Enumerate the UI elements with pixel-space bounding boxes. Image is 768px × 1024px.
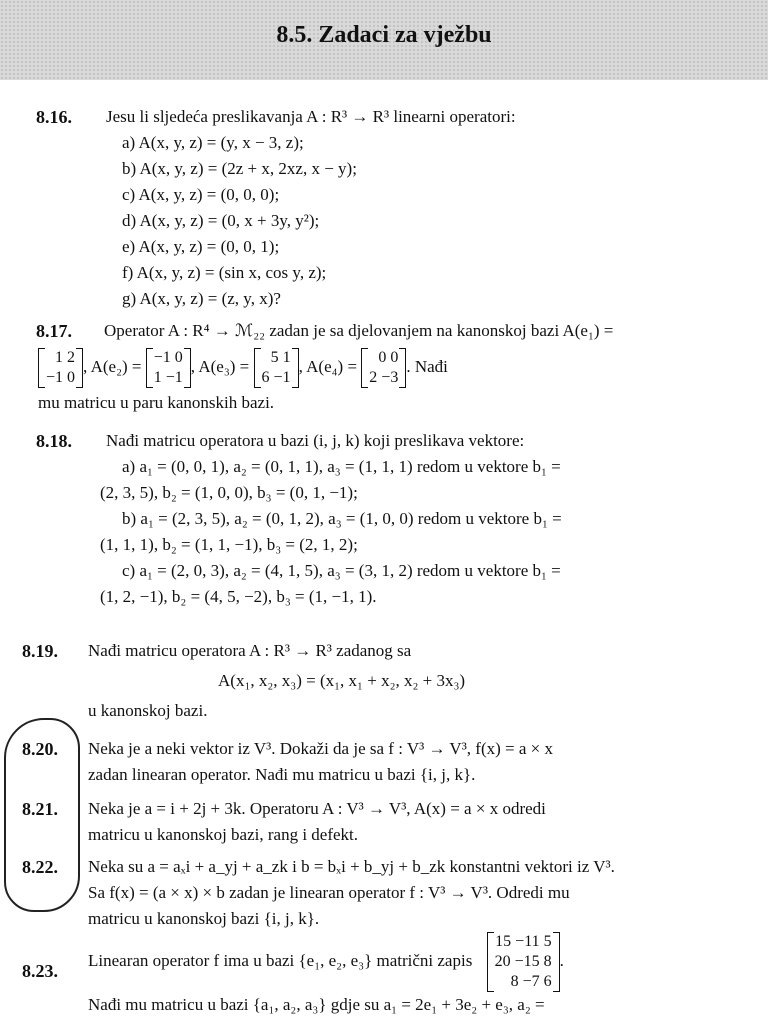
section-title: 8.5. Zadaci za vježbu (276, 22, 492, 48)
problem-text: matricu u kanonskoj bazi, rang i defekt. (88, 825, 359, 844)
section-header (0, 0, 768, 80)
matrix-row: −1 0 (46, 369, 76, 387)
matrix (146, 348, 191, 388)
matrix-row: −1 0 (153, 349, 183, 367)
problem-text: (1, 1, 1), b₂ = (1, 1, −1), b₃ = (2, 1, 2); (100, 535, 358, 554)
problem-intro: Jesu li sljedeća preslikavanja A : R³ → R³ linearni operatori: (106, 107, 516, 126)
matrix-line (38, 344, 613, 390)
text: , A(e₂) = (83, 357, 142, 376)
text: . Nađi (406, 357, 448, 376)
matrix (487, 932, 560, 992)
problem-text: Neka su a = aₓi + a_yj + a_zk i b = bₓi + b_yj + b_zk konstantni vektori iz V³. (88, 857, 615, 876)
list-item: f) A(x, y, z) = (sin x, cos y, z); (122, 263, 327, 282)
list-item: e) A(x, y, z) = (0, 0, 1); (122, 237, 280, 256)
problem-intro: Nađi matricu operatora A : R³ → R³ zadanog sa (88, 641, 412, 660)
matrix-row: 8 −7 6 (510, 973, 552, 990)
text: Linearan operator f ima u bazi {e₁, e₂, e₃} matrični zapis (88, 950, 473, 970)
list-item: d) A(x, y, z) = (0, x + 3y, y²); (122, 211, 320, 230)
text: . (559, 950, 564, 970)
problem-text: Sa f(x) = (a × x) × b zadan je linearan operator f : V³ → V³. Odredi mu (88, 883, 570, 902)
matrix-row: 1 2 (55, 349, 76, 367)
problem-number: 8.22. (22, 857, 58, 877)
matrix (38, 348, 83, 388)
problem-intro: Nađi matricu operatora u bazi (i, j, k) koji preslikava vektore: (106, 431, 525, 450)
problem-text (88, 932, 564, 992)
matrix-row: 2 −3 (369, 369, 399, 387)
matrix-row: 1 −1 (153, 369, 183, 387)
problem-body (88, 736, 553, 788)
problem-body (88, 796, 546, 848)
problem-text: matricu u kanonskoj bazi {i, j, k}. (88, 909, 320, 928)
problem-text: zadan linearan operator. Nađi mu matricu u bazi {i, j, k}. (88, 765, 476, 784)
list-item: b) A(x, y, z) = (2z + x, 2xz, x − y); (122, 159, 357, 178)
text: , A(e₄) = (298, 357, 358, 376)
matrix-row: 15 −11 5 (495, 933, 552, 950)
list-item: a) A(x, y, z) = (y, x − 3, z); (122, 133, 304, 152)
matrix (361, 348, 406, 388)
problem-text: Operator A : R⁴ → ℳ₂₂ zadan je sa djelovanjem na kanonskoj bazi A(e₁) = (104, 321, 614, 340)
problem-body (100, 428, 562, 610)
problem-text: (2, 3, 5), b₂ = (1, 0, 0), b₃ = (0, 1, −1); (100, 483, 358, 502)
problem-body (106, 104, 516, 312)
problem-text: Nađi mu matricu u bazi {a₁, a₂, a₃} gdje su a₁ = 2e₁ + 3e₂ + e₃, a₂ = (88, 995, 545, 1014)
problem-number: 8.17. (36, 321, 72, 341)
formula: A(x₁, x₂, x₃) = (x₁, x₁ + x₂, x₂ + 3x₃) (218, 671, 466, 690)
problem-text: c) a₁ = (2, 0, 3), a₂ = (4, 1, 5), a₃ = (3, 1, 2) redom u vektore b₁ = (122, 561, 561, 580)
matrix-row: 0 0 (378, 349, 399, 367)
problem-body (88, 854, 615, 932)
problem-number: 8.23. (22, 961, 58, 981)
matrix-row: 20 −15 8 (494, 953, 552, 970)
problem-text: mu matricu u paru kanonskih bazi. (38, 393, 275, 412)
problem-text: Neka je a neki vektor iz V³. Dokaži da je sa f : V³ → V³, f(x) = a × x (88, 739, 554, 758)
problem-text: (1, 2, −1), b₂ = (4, 5, −2), b₃ = (1, −1, 1). (100, 587, 377, 606)
problem-number: 8.19. (22, 641, 58, 661)
problem-text: Neka je a = i + 2j + 3k. Operatoru A : V³ → V³, A(x) = a × x odredi (88, 799, 546, 818)
problem-text: b) a₁ = (2, 3, 5), a₂ = (0, 1, 2), a₃ = (1, 0, 0) redom u vektore b₁ = (122, 509, 562, 528)
list-item: g) A(x, y, z) = (z, y, x)? (122, 289, 281, 308)
matrix-row: 5 1 (270, 349, 291, 367)
text: , A(e₃) = (190, 357, 250, 376)
problem-text: a) a₁ = (0, 0, 1), a₂ = (0, 1, 1), a₃ = (1, 1, 1) redom u vektore b₁ = (122, 457, 561, 476)
matrix (254, 348, 299, 388)
problem-body (88, 638, 465, 724)
problem-number: 8.20. (22, 739, 58, 759)
problem-text: u kanonskoj bazi. (88, 701, 208, 720)
matrix-row: 6 −1 (261, 369, 291, 387)
problem-number: 8.16. (36, 107, 72, 127)
list-item: c) A(x, y, z) = (0, 0, 0); (122, 185, 280, 204)
problem-number: 8.21. (22, 799, 58, 819)
problem-number: 8.18. (36, 431, 72, 451)
problem-body (88, 932, 564, 1018)
